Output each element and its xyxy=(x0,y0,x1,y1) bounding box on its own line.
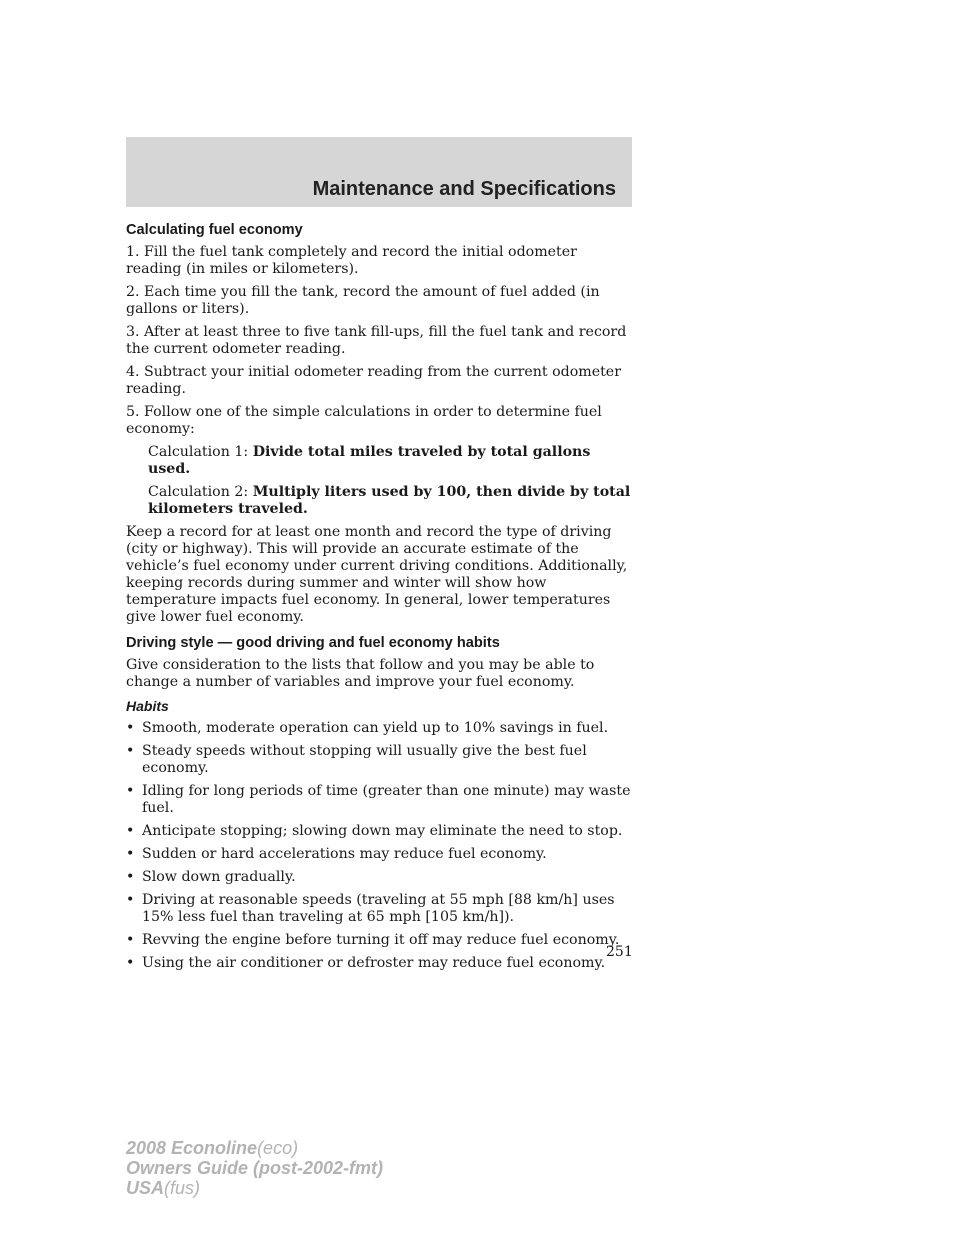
document-footer xyxy=(126,1138,383,1198)
list-item xyxy=(126,846,636,863)
bullet-icon: • xyxy=(126,846,135,862)
footer-line-1 xyxy=(126,1138,383,1158)
list-item xyxy=(126,892,636,926)
habits-subheading: Habits xyxy=(126,698,169,714)
list-item xyxy=(126,932,636,949)
calculation-2-label: Calculation 2: xyxy=(148,484,253,500)
calculation-1-label: Calculation 1: xyxy=(148,444,253,460)
page-number: 251 xyxy=(606,944,633,960)
calculation-2-text: Multiply liters used by 100, then divide by total kilometers traveled. xyxy=(148,484,631,517)
bullet-icon: • xyxy=(126,743,135,759)
habit-text: Smooth, moderate operation can yield up to 10% savings in fuel. xyxy=(142,720,609,736)
page-content xyxy=(126,221,636,978)
calculation-1-text: Divide total miles traveled by total gallons used. xyxy=(148,444,591,477)
list-item xyxy=(126,720,636,737)
bullet-icon: • xyxy=(126,955,135,971)
habit-text: Anticipate stopping; slowing down may eliminate the need to stop. xyxy=(142,823,623,839)
bullet-icon: • xyxy=(126,823,135,839)
habits-list xyxy=(126,720,636,972)
footer-market: USA xyxy=(126,1178,165,1198)
list-item xyxy=(126,743,636,777)
footer-line-3 xyxy=(126,1178,383,1198)
habit-text: Sudden or hard accelerations may reduce fuel economy. xyxy=(142,846,547,862)
list-item xyxy=(126,869,636,886)
calculation-2 xyxy=(148,484,636,518)
step-1: 1. Fill the fuel tank completely and record the initial odometer reading (in miles or kilometers). xyxy=(126,244,577,277)
section-title: Maintenance and Specifications xyxy=(312,178,616,200)
list-item xyxy=(126,955,636,972)
step-4: 4. Subtract your initial odometer reading from the current odometer reading. xyxy=(126,364,621,397)
habit-text: Using the air conditioner or defroster may reduce fuel economy. xyxy=(142,955,606,971)
list-item xyxy=(126,783,636,817)
record-paragraph: Keep a record for at least one month and record the type of driving (city or highway). This will provide an accurate estimate of the vehicle’s fuel economy under current driving conditions. Additionally, keeping records during summer and winter will show how temperature impacts fuel economy. In general, lower temperatures give lower fuel economy. xyxy=(126,524,628,625)
habit-text: Idling for long periods of time (greater than one minute) may waste fuel. xyxy=(142,783,631,816)
bullet-icon: • xyxy=(126,783,135,799)
bullet-icon: • xyxy=(126,720,135,736)
calculation-1 xyxy=(148,444,636,478)
driving-style-heading: Driving style — good driving and fuel economy habits xyxy=(126,635,500,651)
footer-model: 2008 Econoline xyxy=(126,1138,258,1158)
driving-style-intro: Give consideration to the lists that follow and you may be able to change a number of variables and improve your fuel economy. xyxy=(126,657,595,690)
footer-line-2: Owners Guide (post-2002-fmt) xyxy=(126,1158,384,1178)
footer-market-code: (fus) xyxy=(164,1178,201,1198)
step-5: 5. Follow one of the simple calculations in order to determine fuel economy: xyxy=(126,404,602,437)
habit-text: Driving at reasonable speeds (traveling at 55 mph [88 km/h] uses 15% less fuel than traveling at 65 mph [105 km/h]). xyxy=(142,892,615,925)
section-header-band xyxy=(126,137,632,207)
step-2: 2. Each time you fill the tank, record the amount of fuel added (in gallons or liters). xyxy=(126,284,600,317)
habit-text: Revving the engine before turning it off may reduce fuel economy. xyxy=(142,932,620,948)
step-3: 3. After at least three to five tank fill-ups, fill the fuel tank and record the current odometer reading. xyxy=(126,324,627,357)
bullet-icon: • xyxy=(126,932,135,948)
habit-text: Steady speeds without stopping will usually give the best fuel economy. xyxy=(142,743,587,776)
bullet-icon: • xyxy=(126,869,135,885)
footer-model-code: (eco) xyxy=(257,1138,299,1158)
list-item xyxy=(126,823,636,840)
bullet-icon: • xyxy=(126,892,135,908)
habit-text: Slow down gradually. xyxy=(142,869,296,885)
fuel-economy-heading: Calculating fuel economy xyxy=(126,222,303,238)
